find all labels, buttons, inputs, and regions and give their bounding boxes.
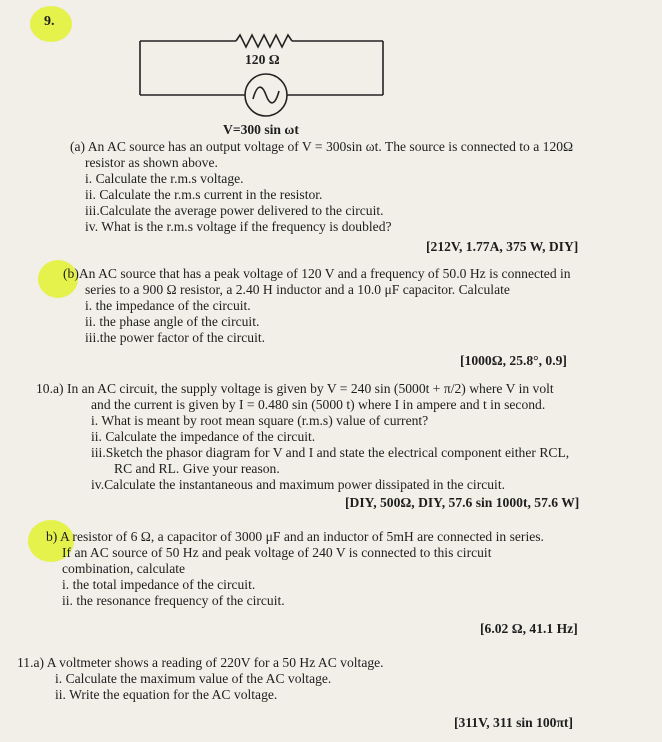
q10a-answer: [DIY, 500Ω, DIY, 57.6 sin 1000t, 57.6 W] — [345, 495, 580, 510]
q10b-line-4: i. the total impedance of the circuit. — [62, 577, 256, 592]
q10a-line-4: ii. Calculate the impedance of the circuit. — [91, 429, 316, 444]
q9a-line-1: (a) An AC source has an output voltage of V = 300sin ωt. The source is connected to a 120Ω — [70, 139, 574, 154]
q11-line-2: i. Calculate the maximum value of the AC voltage. — [55, 671, 332, 686]
source-label: V=300 sin ωt — [223, 122, 299, 137]
q9a-line-6: iv. What is the r.m.s voltage if the frequency is doubled? — [85, 219, 392, 234]
resistor-symbol — [236, 35, 292, 47]
q11-line-3: ii. Write the equation for the AC voltage. — [55, 687, 278, 702]
q9b-line-2: series to a 900 Ω resistor, a 2.40 H inductor and a 10.0 μF capacitor. Calculate — [85, 282, 510, 297]
q10b-line-2: If an AC source of 50 Hz and peak voltage of 240 V is connected to this circuit — [62, 545, 492, 560]
resistor-label: 120 Ω — [245, 52, 280, 67]
q9a-answer: [212V, 1.77A, 375 W, DIY] — [426, 239, 579, 254]
q10a-line-6: RC and RL. Give your reason. — [114, 461, 280, 476]
q10b-answer: [6.02 Ω, 41.1 Hz] — [480, 621, 578, 636]
q9b-line-4: ii. the phase angle of the circuit. — [85, 314, 260, 329]
q9b-line-3: i. the impedance of the circuit. — [85, 298, 251, 313]
q9a-line-3: i. Calculate the r.m.s voltage. — [85, 171, 244, 186]
q9b-answer: [1000Ω, 25.8°, 0.9] — [460, 353, 567, 368]
q9a-line-5: iii.Calculate the average power delivered to the circuit. — [85, 203, 384, 218]
circuit-diagram — [0, 0, 662, 142]
q10a-line-2: and the current is given by I = 0.480 sin (5000 t) where I in ampere and t in second. — [91, 397, 546, 412]
q9b-line-5: iii.the power factor of the circuit. — [85, 330, 266, 345]
q10a-line-1: 10.a) In an AC circuit, the supply voltage is given by V = 240 sin (5000t + π/2) where V in volt — [36, 381, 554, 396]
q10a-line-3: i. What is meant by root mean square (r.m.s) value of current? — [91, 413, 429, 428]
q10b-line-5: ii. the resonance frequency of the circuit. — [62, 593, 285, 608]
question-number-9: 9. — [44, 14, 55, 29]
q9a-line-4: ii. Calculate the r.m.s current in the resistor. — [85, 187, 323, 202]
q10b-line-1: b) A resistor of 6 Ω, a capacitor of 3000 μF and an inductor of 5mH are connected in series. — [46, 529, 544, 544]
q11-answer: [311V, 311 sin 100πt] — [454, 715, 573, 730]
q10a-line-5: iii.Sketch the phasor diagram for V and I and state the electrical component either RCL, — [91, 445, 570, 460]
q10b-line-3: combination, calculate — [62, 561, 186, 576]
q10a-line-7: iv.Calculate the instantaneous and maximum power dissipated in the circuit. — [91, 477, 505, 492]
q9b-line-1: (b)An AC source that has a peak voltage of 120 V and a frequency of 50.0 Hz is connected in — [63, 266, 571, 281]
q9a-line-2: resistor as shown above. — [85, 155, 218, 170]
q11-line-1: 11.a) A voltmeter shows a reading of 220V for a 50 Hz AC voltage. — [17, 655, 384, 670]
